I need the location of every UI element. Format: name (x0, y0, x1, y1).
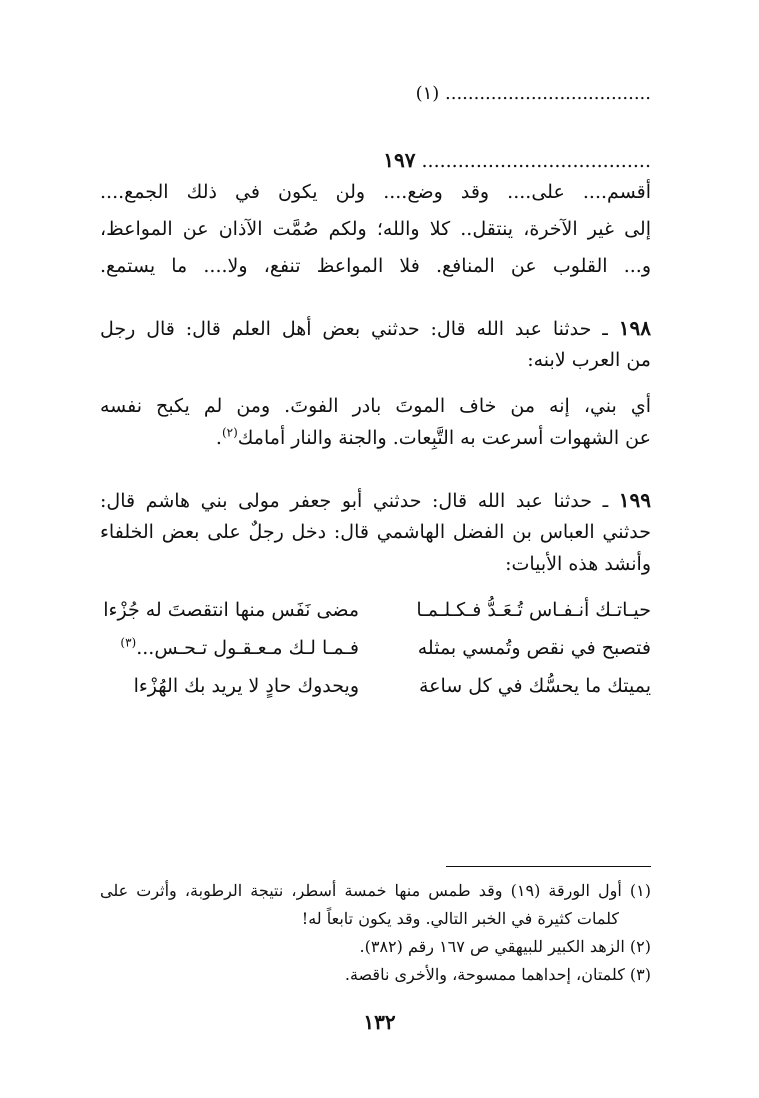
entry-199-number: ١٩٩ (618, 488, 651, 512)
entry-198-number: ١٩٨ (618, 316, 651, 340)
entry-198-line-2: من العرب لابنه: (527, 349, 651, 371)
footnote-ref-3[interactable]: (٣) (120, 635, 137, 650)
footnote-3-marker: (٣) (629, 965, 651, 984)
entry-197-line-1: أقسم.... على.... وقد وضع.... ولن يكون في ذلك الجمع.... (100, 181, 651, 203)
entry-199-line-2: حدثني العباس بن الفضل الهاشمي قال: دخل رجلٌ على بعض الخلفاء (100, 521, 651, 543)
entry-197-line-2: إلى غير الآخرة، ينتقل.. كلا والله؛ ولكم صُمَّت الآذان عن المواعظ، (100, 218, 651, 240)
header-dots: (١) .................................... (415, 83, 651, 104)
entry-197-number: ١٩٧ (383, 148, 416, 172)
entry-197-heading (100, 144, 651, 177)
entry-199-line-1 (100, 484, 651, 517)
footnote-3-text: كلمتان، إحداهما ممسوحة، والأخرى ناقصة. (344, 965, 625, 984)
entry-198-line-4 (100, 422, 651, 454)
footnote-2-text: الزهد الكبير للبيهقي ص ١٦٧ رقم (٣٨٢). (359, 937, 625, 956)
footnote-1-line-1 (100, 878, 651, 904)
verse-2-first-hemistich: فتصبح في نقص وتُمسي بمثله (417, 637, 651, 659)
entry-198-line-1-text: ـ حدثنا عبد الله قال: حدثني بعض أهل العلم قال: قال رجل (100, 318, 608, 340)
entry-197-line-3: و... القلوب عن المنافع. فلا المواعظ تنفع، ولا.... ما يستمع. (100, 255, 651, 277)
footnote-1-line-2: كلمات كثيرة في الخبر التالي. وقد يكون تابعاً له! (301, 909, 619, 928)
entry-197-dots: ...................................... (421, 150, 651, 172)
entry-198-line-4-text: عن الشهوات أسرعت به التَّبِعات. والجنة والنار أمامك (237, 427, 651, 449)
verse-1-second-hemistich: مضى نَفَس منها انتقصتَ له جُزْءا (103, 599, 359, 621)
verse-1-first-hemistich: حيـاتـك أنـفـاس تُـعَـدُّ فـكـلـمـا (416, 599, 651, 621)
entry-199-line-3: وأنشد هذه الأبيات: (505, 553, 651, 575)
footnote-2-marker: (٢) (629, 937, 651, 956)
verse-3-first-hemistich: يميتك ما يحسُّك في كل ساعة (418, 675, 651, 697)
header-dotted-line (100, 78, 651, 110)
entry-199-line-1-text: ـ حدثنا عبد الله قال: حدثني أبو جعفر مولى بني هاشم قال: (100, 490, 609, 512)
verse-2-second-hemistich (104, 632, 359, 664)
entry-198-line-1 (100, 312, 651, 345)
footnote-1-text: أول الورقة (١٩) وقد طمس منها خمسة أسطر، نتيجة الرطوبة، وأثرت على (100, 881, 622, 900)
verse-3-second-hemistich: ويحدوك حادٍ لا يريد بك الهُزْءا (133, 675, 359, 697)
footnote-3 (100, 962, 651, 988)
footnote-separator (446, 866, 651, 867)
entry-198-line-3: أي بني، إنه من خاف الموتَ بادر الفوتَ. ومن لم يكبح نفسه (100, 395, 651, 417)
entry-198-end: . (215, 427, 222, 449)
footnote-ref-2[interactable]: (٢) (221, 425, 238, 440)
footnote-1-marker: (١) (629, 881, 652, 900)
footnote-2 (100, 934, 651, 960)
page-number: ١٣٢ (363, 1010, 396, 1034)
verse-2-second-text: فـمـا لـك مـعـقـول تـحـس... (136, 637, 359, 659)
